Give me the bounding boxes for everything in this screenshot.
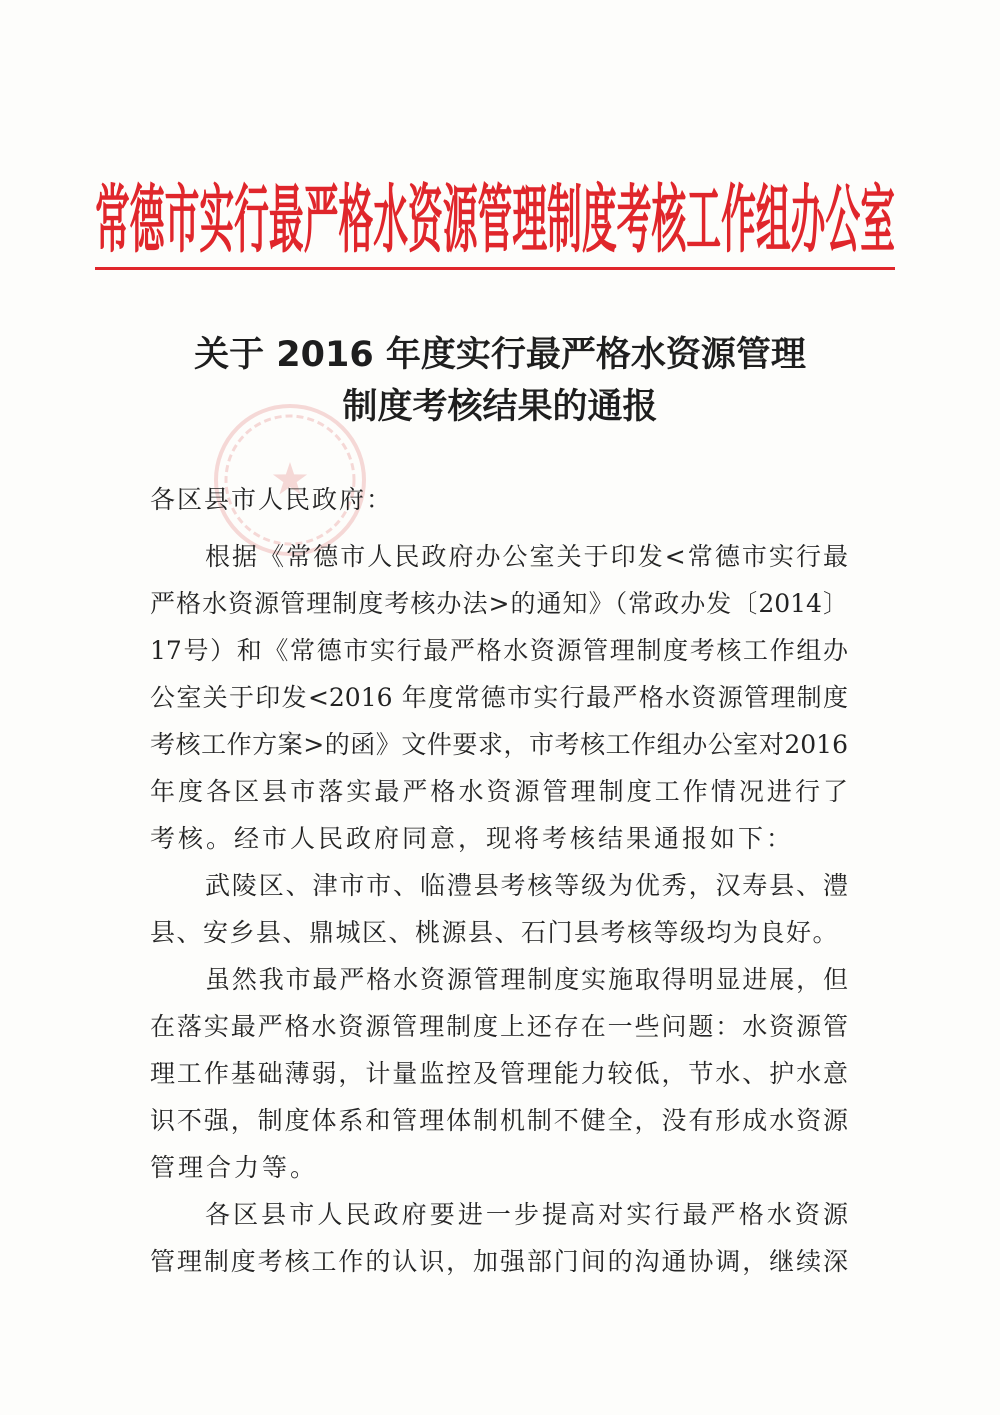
body-line: 管理制度考核工作的认识，加强部门间的沟通协调，继续深 <box>150 1247 848 1276</box>
paragraph <box>150 956 848 1191</box>
body-line: 公室关于印发<2016 年度常德市实行最严格水资源管理制度 <box>150 683 848 712</box>
body-line: 县、安乡县、鼎城区、桃源县、石门县考核等级均为良好。 <box>150 918 840 947</box>
red-divider-rule <box>95 267 895 270</box>
document-title-line-2: 制度考核结果的通报 <box>342 387 658 427</box>
paragraph <box>150 862 848 956</box>
body-line: 考核工作方案>的函》文件要求，市考核工作组办公室对2016 <box>150 730 848 759</box>
red-letterhead <box>95 180 900 260</box>
paragraph <box>150 1191 848 1285</box>
body-line: 理工作基础薄弱，计量监控及管理能力较低，节水、护水意 <box>150 1059 848 1088</box>
document-body <box>150 476 848 1285</box>
document-title-line-1: 关于 2016 年度实行最严格水资源管理 <box>194 335 806 375</box>
body-line: 年度各区县市落实最严格水资源管理制度工作情况进行了 <box>150 777 848 806</box>
body-line: 在落实最严格水资源管理制度上还存在一些问题：水资源管 <box>150 1012 848 1041</box>
body-line: 虽然我市最严格水资源管理制度实施取得明显进展，但 <box>205 965 848 994</box>
body-line: 管理合力等。 <box>150 1153 319 1182</box>
body-line: 武陵区、津市市、临澧县考核等级为优秀，汉寿县、澧 <box>205 871 848 900</box>
body-line: 17号）和《常德市实行最严格水资源管理制度考核工作组办 <box>150 636 848 665</box>
body-line: 识不强，制度体系和管理体制机制不健全，没有形成水资源 <box>150 1106 848 1135</box>
body-line: 考核。经市人民政府同意，现将考核结果通报如下： <box>150 824 795 853</box>
salutation: 各区县市人民政府： <box>150 485 394 514</box>
body-line: 各区县市人民政府要进一步提高对实行最严格水资源 <box>205 1200 848 1229</box>
body-line: 根据《常德市人民政府办公室关于印发<常德市实行最 <box>205 542 848 571</box>
issuer-name: 常德市实行最严格水资源管理制度考核工作组办公室 <box>95 180 895 260</box>
paragraph <box>150 533 848 862</box>
body-line: 严格水资源管理制度考核办法>的通知》（常政办发〔2014〕 <box>150 589 848 618</box>
